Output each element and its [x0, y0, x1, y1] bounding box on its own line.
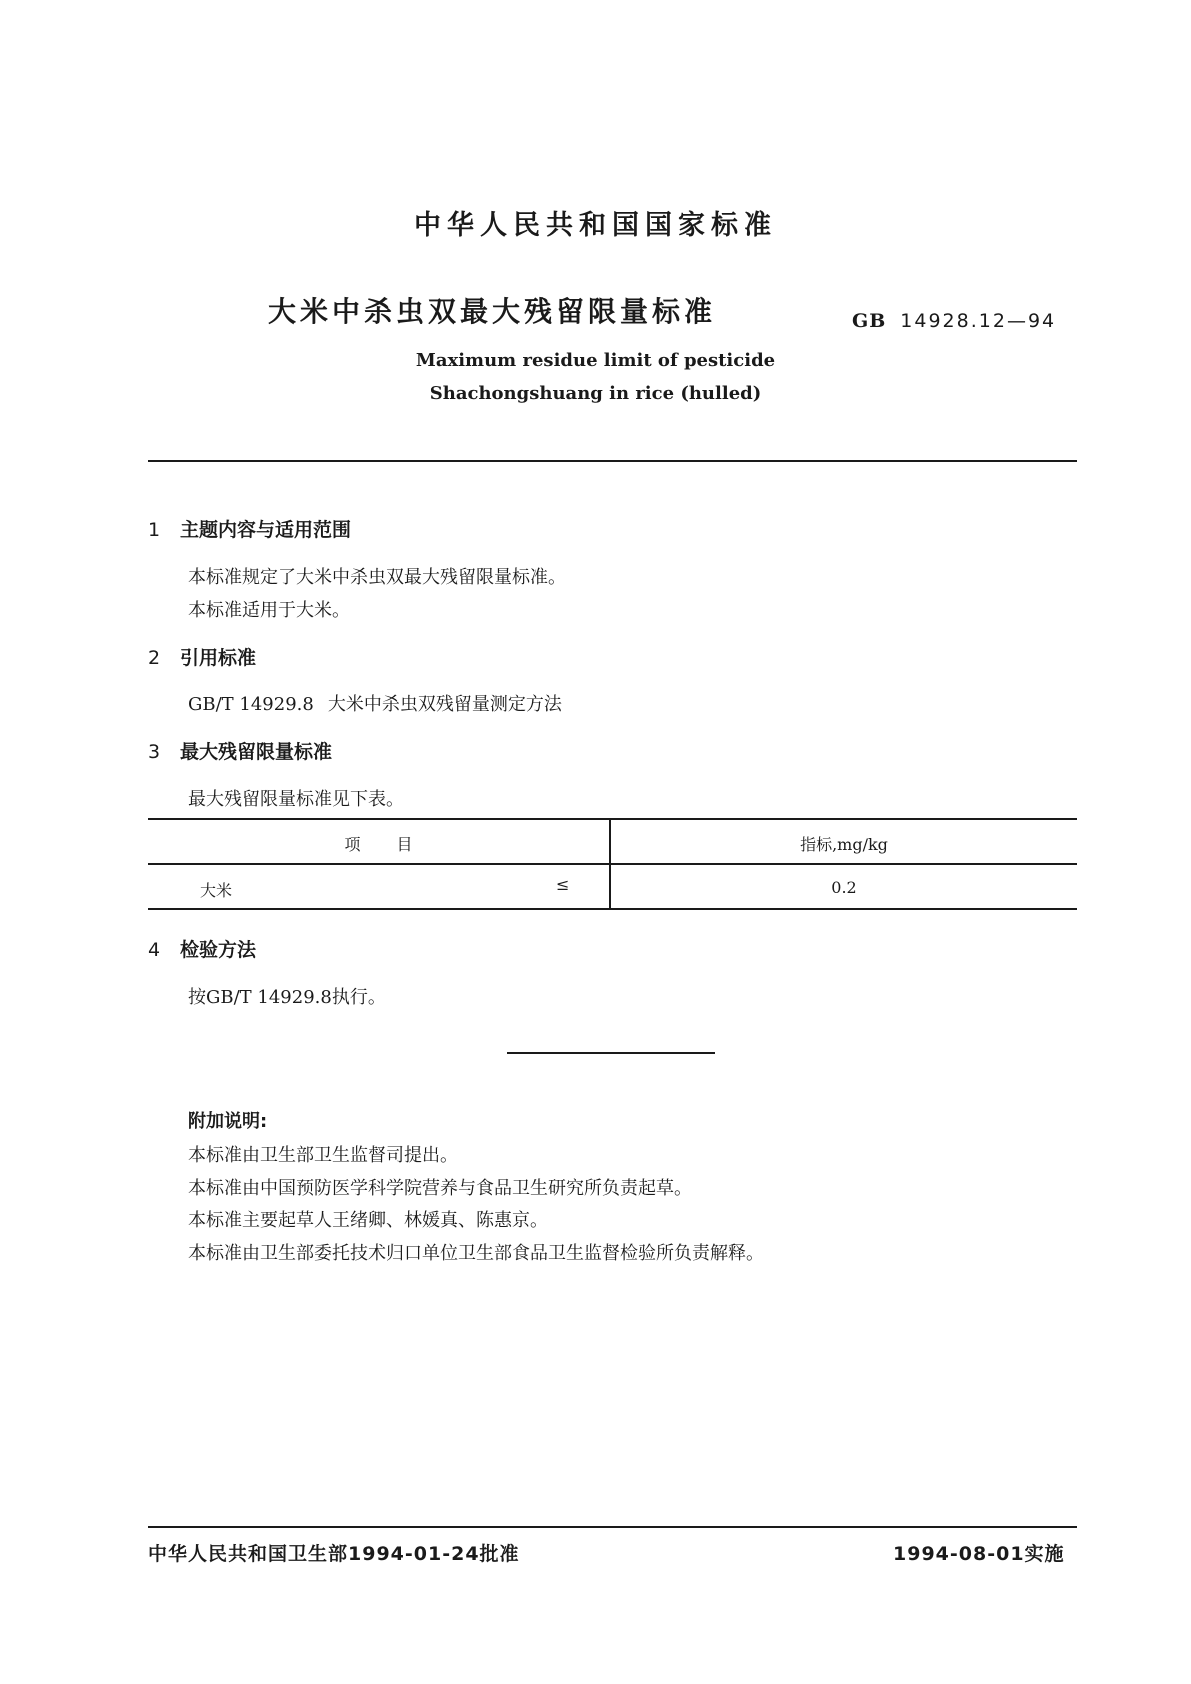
notes-heading: 附加说明:: [188, 1111, 268, 1132]
section-number: 2: [148, 647, 161, 669]
standard-code: [852, 310, 1056, 332]
referenced-standard: [188, 690, 562, 716]
section-number: 1: [148, 519, 161, 541]
standard-code-number: 14928.12—94: [900, 310, 1057, 332]
section-2-heading: [148, 643, 256, 670]
section-1-heading: [148, 515, 351, 542]
reference-title: 大米中杀虫双残留量测定方法: [327, 694, 562, 715]
standard-code-prefix: GB: [852, 310, 887, 332]
section-number: 4: [148, 939, 161, 961]
section-1-paragraph: 本标准规定了大米中杀虫双最大残留限量标准。: [188, 567, 566, 588]
table-cell-value: 0.2: [831, 878, 857, 897]
table-header-limit: 指标,mg/kg: [800, 835, 888, 854]
section-number: 3: [148, 741, 161, 763]
footer-divider: [148, 1526, 1077, 1528]
reference-code: GB/T 14929.8: [188, 694, 314, 715]
approval-line: 中华人民共和国卫生部1994-01-24批准: [148, 1543, 520, 1565]
table-cell-item: 大米: [200, 881, 233, 900]
table-bottom-rule: [148, 908, 1077, 910]
section-title: 最大残留限量标准: [180, 741, 333, 763]
table-header-item: 项目: [344, 835, 449, 854]
section-title: 引用标准: [180, 647, 257, 669]
residue-limit-table: [148, 818, 1077, 910]
section-3-heading: [148, 737, 332, 764]
national-standard-header: 中华人民共和国国家标准: [414, 210, 777, 241]
section-4-heading: [148, 935, 256, 962]
table-header-rule: [148, 863, 1077, 865]
table-top-rule: [148, 818, 1077, 820]
section-4-paragraph: 按GB/T 14929.8执行。: [188, 987, 386, 1008]
section-1-paragraph: 本标准适用于大米。: [188, 600, 350, 621]
section-title: 检验方法: [180, 939, 257, 961]
table-cell-operator: ≤: [556, 875, 570, 894]
document-title: 大米中杀虫双最大残留限量标准: [268, 295, 717, 328]
header-divider: [148, 460, 1077, 462]
end-of-text-divider: [507, 1052, 715, 1054]
note-item: 本标准主要起草人王绪卿、林媛真、陈惠京。: [188, 1210, 548, 1231]
english-title-line2: Shachongshuang in rice (hulled): [429, 383, 762, 404]
note-item: 本标准由卫生部卫生监督司提出。: [188, 1145, 458, 1166]
english-title-line1: Maximum residue limit of pesticide: [415, 350, 776, 371]
section-3-paragraph: 最大残留限量标准见下表。: [188, 789, 404, 810]
section-title: 主题内容与适用范围: [180, 519, 352, 541]
note-item: 本标准由卫生部委托技术归口单位卫生部食品卫生监督检验所负责解释。: [188, 1243, 764, 1264]
implementation-date: 1994-08-01实施: [893, 1543, 1065, 1565]
note-item: 本标准由中国预防医学科学院营养与食品卫生研究所负责起草。: [188, 1178, 692, 1199]
